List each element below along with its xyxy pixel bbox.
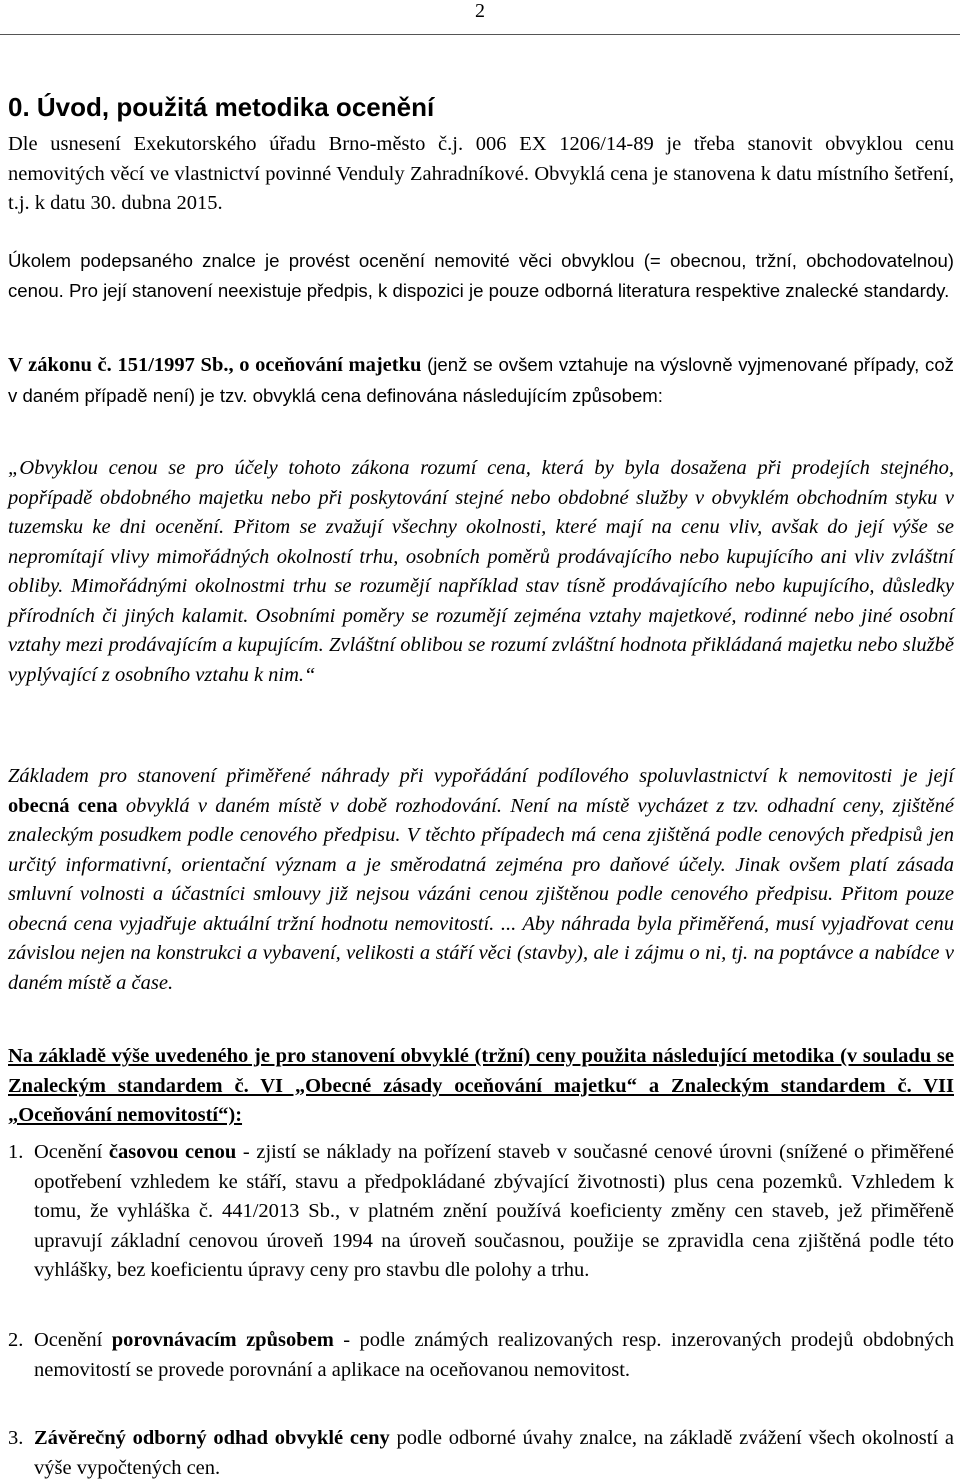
list-item-number: 2. — [8, 1329, 24, 1351]
list-item-post: - podle známých realizovaných resp. inzerovaných prodejů obdobných nemovitostí se provede porovnání a aplikace na oceňovanou nemovitost. — [34, 1329, 954, 1381]
quote-text-1: „Obvyklou cenou se pro účely tohoto zákona rozumí cena, která by byla dosažena při prodejích stejného, popřípadě obdobného majetku nebo při poskytování stejné nebo obdobné služby v obvyklém obchodním styku v tuzemsku ke dni ocenění. — [8, 457, 954, 538]
list-item — [8, 1138, 954, 1286]
court-text-2: obvyklá v daném místě v době rozhodování. Není na místě vycházet z tzv. odhadní ceny, zjištěné znaleckým posudkem podle cenového předpisu. V těchto případech má cena zjištěná podle cenových předpisů jen určitý informativní, orientační význam a je směrodatná zejména pro daňové účely. Jinak ovšem platí zásada smluvní volnosti a účastníci smlouvy již nejsou vázáni cenou zjištěnou podle cenového předpisu. Přitom pouze obecná cena vyjadřuje aktuální tržní hodnotu nemovitostí. ... Aby náhrada byla přiměřená, musí vyjadřovat cenu závislou nejen na konstrukci a vybavení, velikosti a stáří věci (stavby), ale i zájmu o ni, tj. na poptávce a nabídce v daném místě a čase. — [8, 794, 954, 994]
law-paragraph — [8, 350, 954, 410]
list-item — [8, 1326, 954, 1385]
list-item-body — [34, 1138, 954, 1286]
intro-text: Dle usnesení Exekutorského úřadu Brno-město č.j. 006 EX 1206/14-89 je třeba stanovit obvyklou cenu nemovitých věcí ve vlastnictví povinné Venduly Zahradníkové. Obvyklá cena je stanovena k datu místního šetření, t.j. k datu 30. dubna 2015. — [8, 133, 954, 214]
task-text-2: Pro její stanovení neexistuje předpis, k dispozici je pouze odborná literatura respektive znalecké standardy. — [63, 279, 950, 301]
list-item-pre: Ocenění — [34, 1329, 112, 1351]
list-item-bold: Závěrečný odborný odhad obvyklé ceny — [34, 1427, 390, 1449]
section-heading: 0. Úvod, použitá metodika ocenění — [8, 92, 435, 122]
task-paragraph — [8, 246, 954, 305]
law-quote — [8, 454, 954, 690]
page-number: 2 — [475, 0, 485, 22]
list-item-bold: časovou cenou — [108, 1141, 237, 1163]
list-item-number: 1. — [8, 1141, 24, 1163]
quote-text-2: Přitom se zvažují všechny okolnosti, které mají na cenu vliv, avšak do její výše se nepromítají vlivy mimořádných okolností trhu, osobních poměrů prodávajícího nebo kupujícího ani vliv zvláštní obliby. Mimořádnými okolnostmi trhu se rozumějí například stav tísně prodávajícího nebo kupujícího, důsledky přírodních či jiných kalamit. Osobními poměry se rozumějí zejména vztahy majetkové, rodinné nebo jiné osobní vztahy mezi prodávajícím a kupujícím. Zvláštní oblibou se rozumí zvláštní hodnota přikládaná majetku nebo službě vyplývající z osobního vztahu k nim.“ — [8, 516, 954, 686]
intro-paragraph — [8, 130, 954, 219]
court-bold: obecná cena — [8, 794, 118, 817]
court-text-1: Základem pro stanovení přiměřené náhrady při vypořádání podílového spoluvlastnictví k nemovitosti je její — [8, 765, 954, 787]
header-rule — [0, 34, 960, 35]
court-paragraph — [8, 762, 954, 998]
list-item — [8, 1424, 954, 1483]
list-item-body — [34, 1424, 954, 1483]
law-text-1: (jenž se ovšem vztahuje na výslovně vyjmenované případy, což v daném případě není) je tzv. — [8, 354, 954, 406]
list-item-pre: Ocenění — [34, 1141, 109, 1163]
list-item-body — [34, 1326, 954, 1385]
methodology-heading: Na základě výše uvedeného je pro stanovení obvyklé (tržní) ceny použita následující metodika (v souladu se Znaleckým standardem č. VI „Obecné zásady oceňování majetku“ a Znaleckým standardem č. VII „Oceňování nemovitostí“): — [8, 1045, 954, 1126]
list-item-number: 3. — [8, 1427, 24, 1449]
law-text-2: obvyklá cena definována následujícím způsobem: — [247, 384, 663, 406]
law-reference: V zákonu č. 151/1997 Sb., o oceňování majetku — [8, 354, 422, 376]
list-item-post: - zjistí se náklady na pořízení staveb v současné cenové úrovni (snížené o přiměřené opotřebení vzhledem ke stáří, stavu a předpokládané zbývající životnosti) plus cena pozemků. Vzhledem k tomu, že vyhláška č. 441/2013 Sb., v platném znění používá koeficienty změny cen staveb, jež přiměřeně upravují základní cenovou úroveň 1994 na úroveň současnou, použije se zpravidla cena zjištěná podle této vyhlášky, bez koeficientu úpravy ceny pro stavbu dle polohy a trhu. — [34, 1141, 955, 1281]
list-item-bold: porovnávacím způsobem — [111, 1329, 334, 1351]
task-text-1: Úkolem podepsaného znalce je provést ocenění nemovité věci obvyklou (= obecnou, tržní, obchodovatelnou) cenou. — [8, 250, 954, 301]
list-item-post: podle odborné úvahy znalce, na základě zvážení všech okolností a výše vypočtených cen. — [34, 1427, 954, 1479]
